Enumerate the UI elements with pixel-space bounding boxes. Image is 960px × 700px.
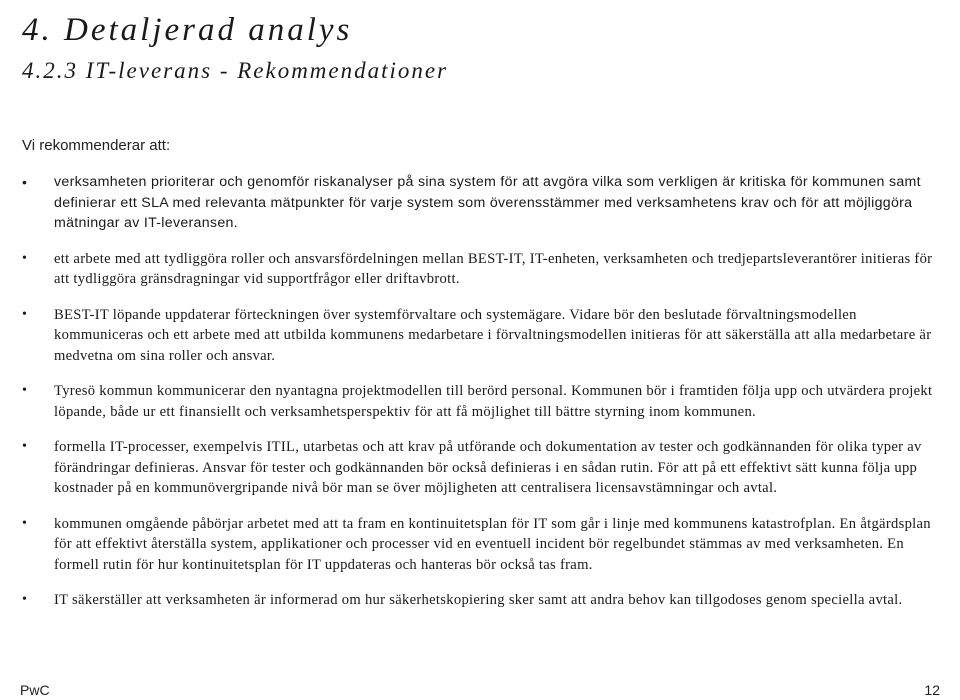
list-item-text: verksamheten prioriterar och genomför riskanalyser på sina system för att avgöra vilka som verkligen är kritiska för kommunen samt definierar ett SLA med relevanta mätpunkter för varje system som överensstämmer med verksamhetens krav och för att möjliggöra mätningar av IT-leveransen.	[54, 174, 921, 231]
bullet-icon: •	[22, 592, 28, 607]
list-item	[22, 305, 942, 367]
list-item-text: BEST-IT löpande uppdaterar förteckningen över systemförvaltare och systemägare. Vidare bör den beslutade förvaltningsmodellen kommuniceras och ett arbete med att utbilda kommunens medarbetare i förvaltningsmodellen initieras för att säkerställa att alla medarbetare är medvetna om sina roller och ansvar.	[54, 306, 932, 364]
list-item	[22, 381, 942, 422]
intro-text: Vi rekommenderar att:	[22, 137, 171, 154]
list-item	[22, 172, 942, 234]
page-title: 4. Detaljerad analys	[22, 12, 353, 48]
list-item-text: ett arbete med att tydliggöra roller och ansvarsfördelningen mellan BEST-IT, IT-enheten, verksamheten och tredjepartsleverantörer initieras för att tydliggöra gränsdragningar vid supportfrågor eller driftavbrott.	[54, 250, 933, 287]
list-item-text: IT säkerställer att verksamheten är informerad om hur säkerhetskopiering sker samt att andra behov kan tillgodoses genom speciella avtal.	[54, 592, 903, 608]
list-item	[22, 249, 942, 290]
section-title: 4.2.3 IT-leverans - Rekommendationer	[22, 58, 449, 83]
list-item-text: kommunen omgående påbörjar arbetet med att ta fram en kontinuitetsplan för IT som går i linje med kommunens katastrofplan. En åtgärdsplan för att effektivt återställa system, applikationer och processer vid en eventuell incident bör regelbundet stämmas av med verksamheten. En formell rutin för hur kontinuitetsplan för IT uppdateras och hanteras bör också tas fram.	[54, 515, 931, 573]
list-item	[22, 590, 942, 611]
bullet-icon: •	[22, 306, 28, 322]
footer-brand: PwC	[20, 682, 50, 698]
bullet-icon: •	[22, 383, 28, 398]
bullet-icon: •	[22, 174, 28, 190]
list-item-text: formella IT-processer, exempelvis ITIL, utarbetas och att krav på utförande och dokumentation av tester och godkännanden för olika typer av förändringar definieras. Ansvar för tester och godkännanden bör också definieras i en sådan rutin. För att på ett effektivt sätt kunna följa upp kostnader på en kommunövergripande nivå bör man se över möjligheten att centralisera licensavstämningar och avtal.	[54, 439, 922, 496]
bullet-icon: •	[22, 439, 28, 454]
list-item-text: Tyresö kommun kommunicerar den nyantagna projektmodellen till berörd personal. Kommunen bör i framtiden följa upp och utvärdera projekt löpande, både ur ett finansiellt och verksamhetsperspektiv för att få möjlighet till bättre styrning inom kommunen.	[54, 383, 933, 420]
list-item	[22, 514, 942, 576]
page-number: 12	[924, 682, 940, 698]
bullet-icon: •	[22, 250, 28, 266]
bullet-icon: •	[22, 515, 28, 531]
recommendation-list	[22, 172, 942, 626]
list-item	[22, 437, 942, 499]
